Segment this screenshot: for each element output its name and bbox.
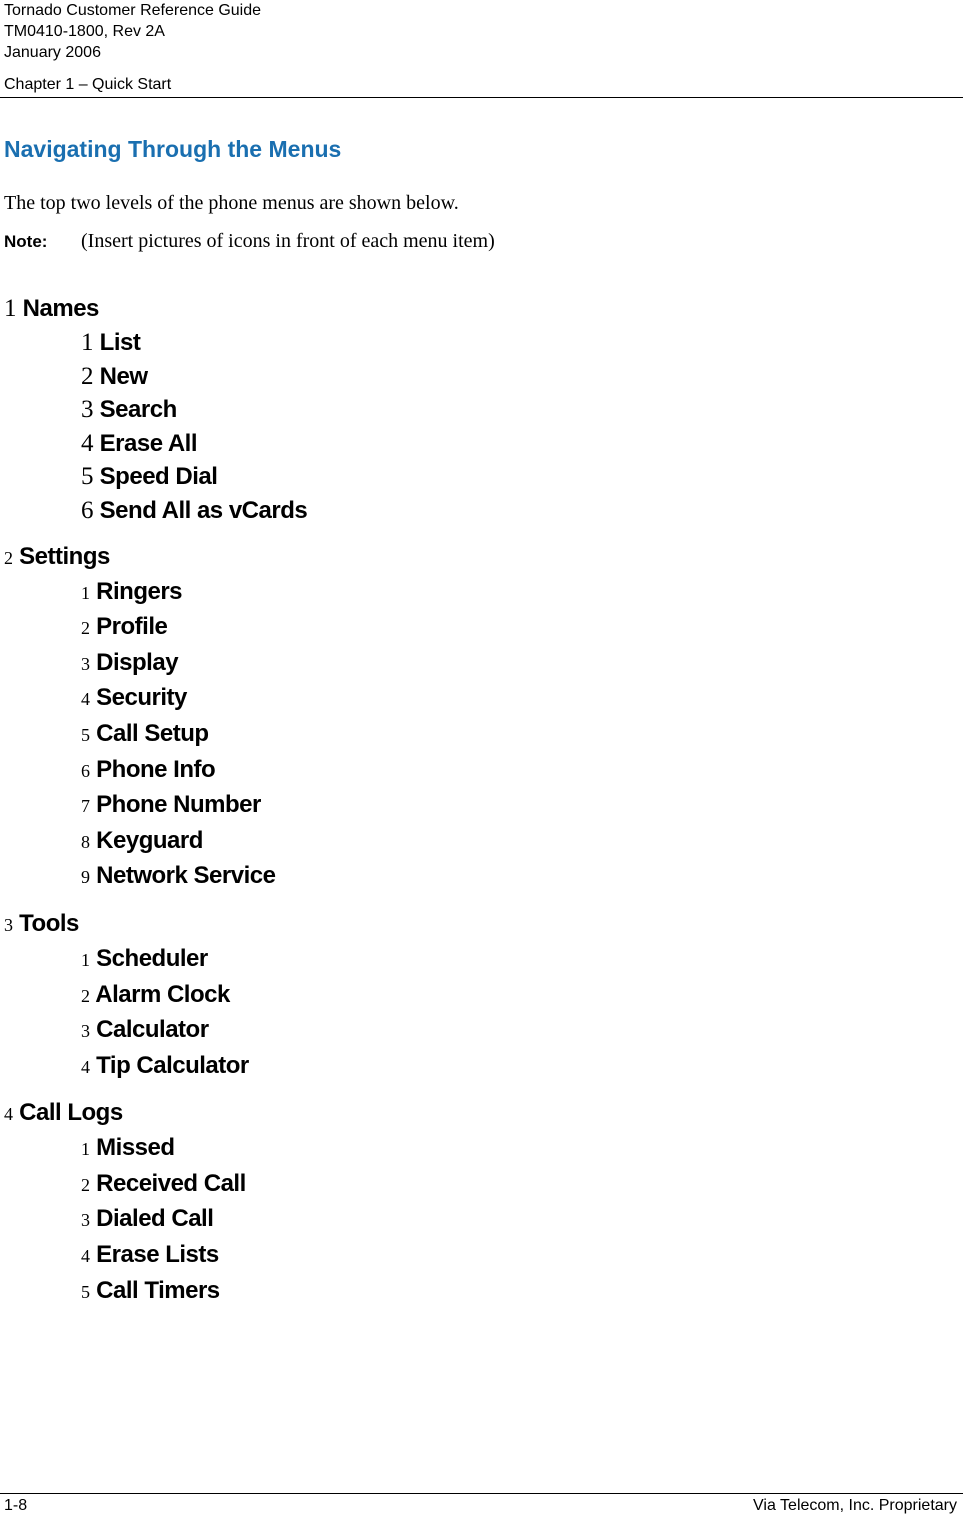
submenu-number: 3 <box>81 396 94 424</box>
submenu-item <box>4 1202 904 1238</box>
submenu-number: 1 <box>81 1139 90 1160</box>
note-label: Note: <box>4 232 48 251</box>
submenu-number: 5 <box>81 463 94 491</box>
menu-label: Tools <box>19 909 79 937</box>
submenu-label: Alarm Clock <box>95 980 230 1008</box>
submenu-item <box>4 610 904 646</box>
footer-divider <box>0 1493 963 1494</box>
menu-number: 4 <box>4 1104 13 1125</box>
submenu-number: 5 <box>81 1281 90 1302</box>
submenu-label: Search <box>99 396 177 424</box>
menu-group <box>4 907 904 1084</box>
submenu-number: 1 <box>81 329 94 356</box>
submenu-number: 4 <box>81 1056 90 1077</box>
submenu-number: 2 <box>81 618 90 639</box>
menu-number: 2 <box>4 547 13 568</box>
submenu-label: Erase All <box>99 429 198 457</box>
submenu-item <box>4 1238 904 1274</box>
top-menu-item <box>4 907 904 942</box>
submenu-number: 6 <box>81 760 90 781</box>
submenu-number: 4 <box>81 689 90 710</box>
submenu-label: Ringers <box>96 577 183 605</box>
submenu-item <box>4 1013 904 1049</box>
submenu-item <box>4 460 904 494</box>
menu-number: 3 <box>4 914 13 935</box>
menu-group <box>4 1096 904 1309</box>
menu-label: Call Logs <box>19 1099 123 1127</box>
submenu-label: Dialed Call <box>96 1205 214 1233</box>
submenu-item <box>4 1131 904 1167</box>
submenu-label: Received Call <box>96 1169 246 1197</box>
menu-label: Settings <box>19 542 110 570</box>
submenu-item <box>4 575 904 611</box>
submenu-item <box>4 788 904 824</box>
running-header <box>4 0 261 63</box>
submenu-number: 6 <box>81 496 94 524</box>
submenu-item <box>4 393 904 427</box>
submenu-label: Profile <box>96 613 168 641</box>
submenu-label: Display <box>96 648 179 676</box>
submenu-number: 8 <box>81 831 90 852</box>
submenu-label: New <box>99 362 148 390</box>
note <box>4 230 495 253</box>
menu-tree <box>4 292 904 1309</box>
footer-proprietary: Via Telecom, Inc. Proprietary <box>753 1497 957 1514</box>
submenu-item <box>4 942 904 978</box>
submenu-label: Keyguard <box>96 826 203 854</box>
header-doc-title: Tornado Customer Reference Guide <box>4 2 262 19</box>
submenu-item <box>4 1049 904 1085</box>
submenu-label: Phone Info <box>96 755 216 783</box>
submenu-number: 3 <box>81 1021 90 1042</box>
menu-group <box>4 540 904 895</box>
header-doc-date: January 2006 <box>4 44 101 61</box>
submenu-number: 1 <box>81 582 90 603</box>
submenu-item <box>4 681 904 717</box>
submenu-item <box>4 859 904 895</box>
header-divider <box>0 97 963 98</box>
submenu-label: Erase Lists <box>96 1241 219 1269</box>
submenu-item <box>4 494 904 528</box>
submenu-item <box>4 978 904 1014</box>
submenu-label: Phone Number <box>96 791 261 819</box>
submenu-item <box>4 717 904 753</box>
submenu-label: List <box>99 329 141 356</box>
submenu-item <box>4 360 904 394</box>
submenu-number: 1 <box>81 949 90 970</box>
submenu-number: 2 <box>81 1174 90 1195</box>
submenu-number: 9 <box>81 867 90 888</box>
footer-page-number: 1-8 <box>4 1497 28 1514</box>
submenu-item <box>4 326 904 360</box>
submenu-item <box>4 753 904 789</box>
note-text: (Insert pictures of icons in front of each menu item) <box>81 230 495 252</box>
submenu-label: Calculator <box>96 1016 209 1044</box>
header-chapter: Chapter 1 – Quick Start <box>4 76 172 93</box>
submenu-number: 2 <box>81 362 94 390</box>
submenu-label: Security <box>96 684 187 712</box>
submenu-label: Call Timers <box>96 1276 220 1304</box>
submenu-label: Call Setup <box>96 719 209 747</box>
submenu-item <box>4 824 904 860</box>
submenu-item <box>4 427 904 461</box>
top-menu-item <box>4 1096 904 1131</box>
submenu-label: Scheduler <box>96 944 208 972</box>
submenu-item <box>4 1274 904 1310</box>
submenu-number: 4 <box>81 429 94 457</box>
submenu-number: 2 <box>81 985 90 1006</box>
submenu-number: 3 <box>81 653 90 674</box>
submenu-label: Tip Calculator <box>96 1051 249 1079</box>
submenu-number: 5 <box>81 724 90 745</box>
submenu-number: 7 <box>81 796 90 817</box>
menu-group <box>4 292 904 528</box>
submenu-item <box>4 646 904 682</box>
menu-label: Names <box>22 295 99 322</box>
submenu-label: Network Service <box>96 862 276 890</box>
submenu-label: Speed Dial <box>99 463 218 491</box>
submenu-item <box>4 1167 904 1203</box>
submenu-label: Send All as vCards <box>99 496 308 524</box>
top-menu-item <box>4 292 904 326</box>
section-title: Navigating Through the Menus <box>4 136 342 162</box>
submenu-number: 4 <box>81 1246 90 1267</box>
header-doc-number: TM0410-1800, Rev 2A <box>4 23 165 40</box>
menu-number: 1 <box>4 295 17 322</box>
submenu-number: 3 <box>81 1210 90 1231</box>
submenu-label: Missed <box>96 1134 175 1162</box>
intro-paragraph: The top two levels of the phone menus are shown below. <box>4 192 459 214</box>
top-menu-item <box>4 540 904 575</box>
